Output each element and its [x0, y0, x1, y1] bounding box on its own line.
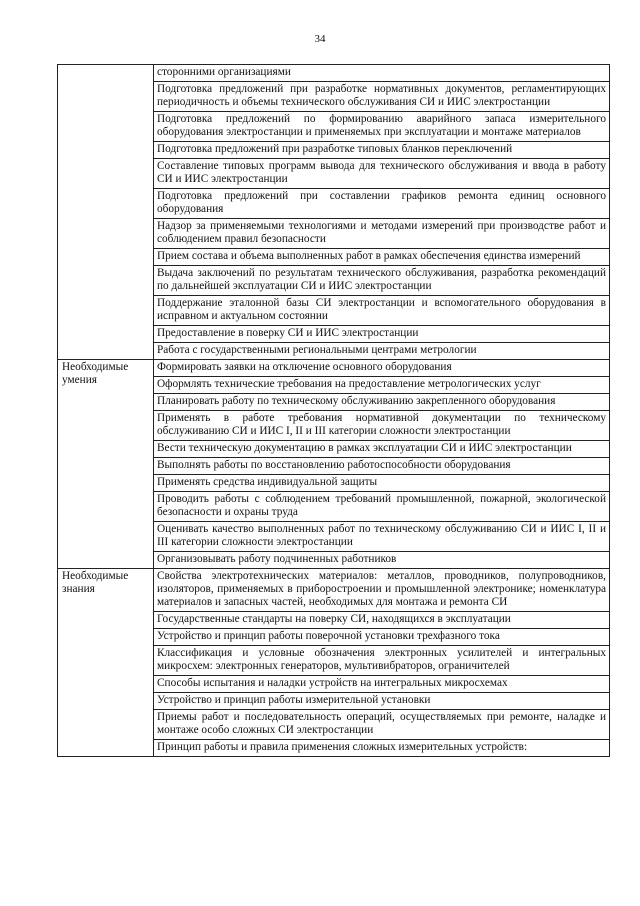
item-cell: Подготовка предложений при разработке нормативных документов, регламентирующих периодичность и объемы технического обслуживания СИ и ИИС электростанции [154, 82, 610, 112]
table-row [58, 569, 610, 612]
item-cell: Классификация и условные обозначения электронных усилителей и интегральных микросхем: электронных генераторов, мультивибраторов, ограничителей [154, 646, 610, 676]
item-cell: Подготовка предложений по формированию аварийного запаса измерительного оборудования электростанции и применяемых при эксплуатации и монтаже материалов [154, 112, 610, 142]
item-cell: Проводить работы с соблюдением требований промышленной, пожарной, экологической безопасности и охраны труда [154, 492, 610, 522]
requirements-table [57, 64, 610, 757]
item-cell: Планировать работу по техническому обслуживанию закрепленного оборудования [154, 394, 610, 411]
item-cell: Подготовка предложений при разработке типовых бланков переключений [154, 142, 610, 159]
item-cell: Свойства электротехнических материалов: металлов, проводников, полупроводников, изоляторов, применяемых в приборостроении и промышленной электронике; номенклатура материалов и запасных частей, необходимых для монтажа и ремонта СИ [154, 569, 610, 612]
item-cell: Работа с государственными региональными центрами метрологии [154, 343, 610, 360]
category-cell [58, 65, 154, 360]
item-cell: Принцип работы и правила применения сложных измерительных устройств: [154, 740, 610, 757]
item-cell: Приемы работ и последовательность операций, осуществляемых при ремонте, наладке и монтаже особо сложных СИ электростанции [154, 710, 610, 740]
item-cell: Составление типовых программ вывода для технического обслуживания и ввода в работу СИ и ИИС электростанции [154, 159, 610, 189]
page-number: 34 [314, 33, 326, 45]
item-cell: Надзор за применяемыми технологиями и методами измерений при производстве работ и соблюдением правил безопасности [154, 219, 610, 249]
item-cell: Устройство и принцип работы поверочной установки трехфазного тока [154, 629, 610, 646]
item-cell: Выполнять работы по восстановлению работоспособности оборудования [154, 458, 610, 475]
item-cell: Подготовка предложений при составлении графиков ремонта единиц основного оборудования [154, 189, 610, 219]
item-cell: Выдача заключений по результатам технического обслуживания, разработка рекомендаций по дальнейшей эксплуатации СИ и ИИС электростанции [154, 266, 610, 296]
item-cell: Оформлять технические требования на предоставление метрологических услуг [154, 377, 610, 394]
item-cell: Поддержание эталонной базы СИ электростанции и вспомогательного оборудования в исправном и актуальном состоянии [154, 296, 610, 326]
requirements-table-body [58, 65, 610, 757]
item-cell: Применять средства индивидуальной защиты [154, 475, 610, 492]
table-row [58, 360, 610, 377]
table-row [58, 65, 610, 82]
item-cell: Способы испытания и наладки устройств на интегральных микросхемах [154, 676, 610, 693]
item-cell: Предоставление в поверку СИ и ИИС электростанции [154, 326, 610, 343]
item-cell: Прием состава и объема выполненных работ в рамках обеспечения единства измерений [154, 249, 610, 266]
item-cell: Применять в работе требования нормативной документации по техническому обслуживанию СИ и ИИС I, II и III категории сложности электростанции [154, 411, 610, 441]
item-cell: Формировать заявки на отключение основного оборудования [154, 360, 610, 377]
item-cell: Государственные стандарты на поверку СИ, находящихся в эксплуатации [154, 612, 610, 629]
category-cell: Необходимые знания [58, 569, 154, 757]
item-cell: Оценивать качество выполненных работ по техническому обслуживанию СИ и ИИС I, II и III категории сложности электростанции [154, 522, 610, 552]
item-cell: сторонними организациями [154, 65, 610, 82]
item-cell: Вести техническую документацию в рамках эксплуатации СИ и ИИС электростанции [154, 441, 610, 458]
item-cell: Организовывать работу подчиненных работников [154, 552, 610, 569]
category-cell: Необходимые умения [58, 360, 154, 569]
item-cell: Устройство и принцип работы измерительной установки [154, 693, 610, 710]
